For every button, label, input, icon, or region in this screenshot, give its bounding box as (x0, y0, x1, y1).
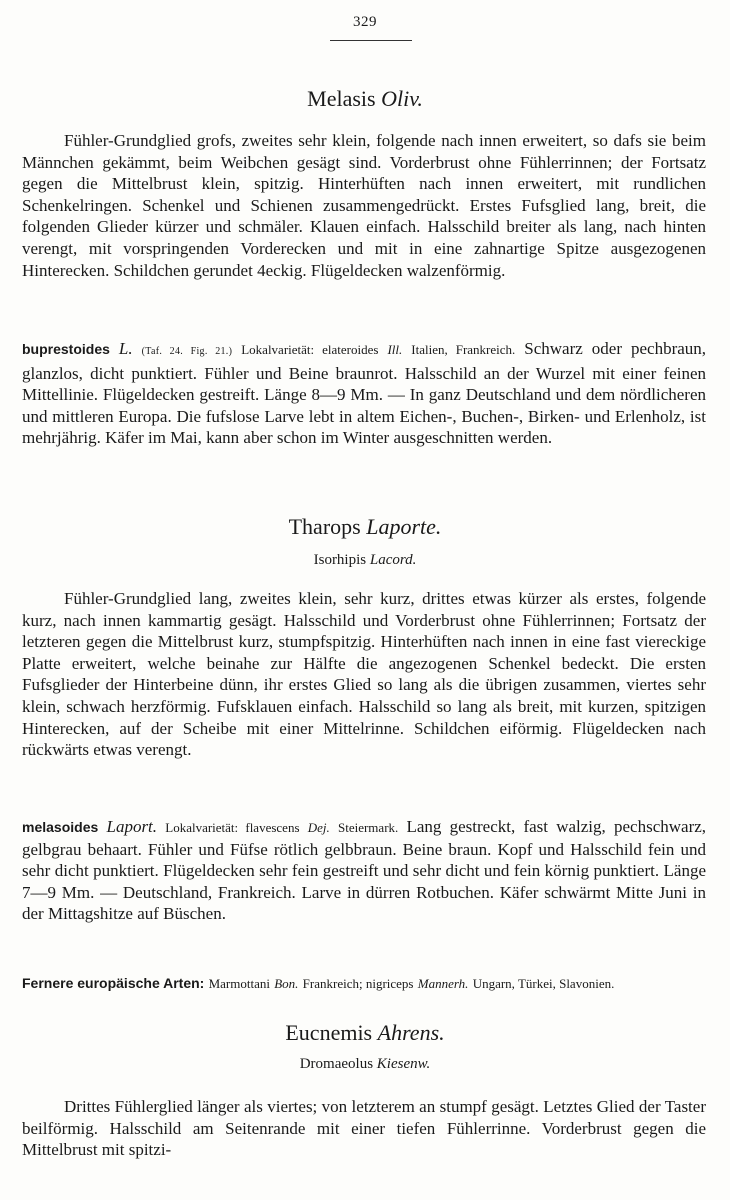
genus-synonym-eucnemis (0, 1056, 730, 1073)
other-species-1-region: Frankreich; nigriceps (302, 976, 414, 991)
variety-author: Dej. (307, 820, 330, 835)
synonym-name: Dromaeolus (299, 1056, 374, 1072)
variety-region: Italien, Frankreich. (411, 342, 516, 357)
species-text: Schwarz oder pechbraun, glanzlos, dicht punktiert. Fühler und Beine braunrot. Halsschild an der Wurzel mit einer feinen Mittellinie. Flügeldecken gestreift. Länge 8—9 Mm. — In ganz Deutschland und dem nördlicheren und mittleren Europa. Die fufslose Larve lebt in altem Eichen-, Buchen-, Birken- und Erlenholz, ist mehrjährig. Käfer im Mai, kann aber schon im Winter ausgeschnitten werden. (22, 339, 707, 448)
other-species-label: Fernere europäische Arten: (22, 975, 205, 991)
species-author: Laport. (106, 817, 158, 836)
variety-prefix: Lokalvarietät: elateroides (241, 342, 379, 357)
genus-heading-eucnemis (0, 1020, 730, 1046)
variety-prefix: Lokalvarietät: flavescens (165, 820, 300, 835)
species-author: L. (118, 339, 133, 358)
genus-description-tharops: Fühler-Grundglied lang, zweites klein, sehr kurz, drittes etwas kürzer als erstes, folgende kurz, nach innen kammartig gesägt. Halsschild und Vorderbrust ohne Fühlerrinnen; Fortsatz der letzteren gegen die Mittelbrust kurz, stumpfspitzig. Hinterhüften nach innen in eine fast viereckige Platte erweitert, welche beinahe zur Hälfte die angezogenen Schenkel bedeckt. Die ersten Fufsglieder der Hinterbeine dünn, ihr erstes Glied so lang als die übrigen zusammen, viertes sehr klein, schwach herzförmig. Fufsklauen einfach. Halsschild so lang als breit, mit kurzen, spitzigen Hinterecken, auf der Scheibe mit einer Mittelrinne. Schildchen eiförmig. Flügeldecken nach rückwärts etwas verengt. (22, 589, 706, 760)
genus-author: Oliv. (381, 86, 423, 111)
synonym-name: Isorhipis (313, 552, 367, 568)
genus-description-eucnemis: Drittes Fühlerglied länger als viertes; von letzterem an stumpf gesägt. Letztes Glied der Taster beilförmig. Halsschild am Seitenrande mit einer tiefen Fühlerrinne. Vorderbrust gegen die Mittelbrust mit spitzi- (22, 1097, 706, 1160)
species-name: buprestoides (22, 341, 110, 357)
species-entry-buprestoides (22, 338, 706, 449)
genus-heading-tharops (0, 514, 730, 540)
synonym-author: Kiesenw. (376, 1056, 431, 1072)
other-species-1-author: Bon. (274, 976, 299, 991)
synonym-author: Lacord. (369, 552, 417, 568)
species-name: melasoides (22, 819, 99, 835)
variety-author: Ill. (387, 342, 403, 357)
species-text: Lang gestreckt, fast walzig, pechschwarz, gelbgrau behaart. Fühler und Füfse rötlich gelbbraun. Beine braun. Kopf und Halsschild fein und sehr dicht punktiert. Flügeldecken sehr fein gestreift und sehr dicht und fein körnig punktiert. Länge 7—9 Mm. — Deutschland, Frankreich. Larve in dürren Rotbuchen. Käfer schwärmt Mitte Juni in der Mittagshitze auf Büschen. (22, 817, 707, 924)
genus-author: Laporte. (366, 514, 442, 539)
other-species-1: Marmottani (208, 976, 270, 991)
genus-name: Tharops (288, 514, 361, 539)
plate-reference: (Taf. 24. Fig. 21.) (141, 346, 233, 357)
genus-synonym-tharops (0, 552, 730, 569)
variety-region: Steiermark. (337, 820, 399, 835)
species-entry-melasoides (22, 816, 706, 925)
genus-author: Ahrens. (377, 1020, 445, 1045)
other-species-2-author: Mannerh. (417, 976, 469, 991)
header-rule (330, 40, 412, 41)
genus-name: Eucnemis (285, 1020, 373, 1045)
genus-name: Melasis (307, 86, 376, 111)
page-number: 329 (353, 14, 377, 30)
other-european-species (22, 972, 706, 995)
genus-heading-melasis (0, 86, 730, 112)
genus-description-melasis: Fühler-Grundglied grofs, zweites sehr klein, folgende nach innen erweitert, so dafs sie beim Männchen gekämmt, beim Weibchen gesägt sind. Vorderbrust ohne Fühlerrinnen; der Fortsatz gegen die Mittelbrust klein, spitzig. Hinterhüften nach innen erweitert, mit rundlichen Schenkelringen. Schenkel und Schienen zusammengedrückt. Erstes Fufsglied lang, breit, die folgenden Glieder kürzer und schmäler. Klauen einfach. Halsschild breiter als lang, nach hinten verengt, mit vorspringenden Vorderecken und mit in eine zahnartige Spitze ausgezogenen Hinterecken. Schildchen gerundet 4eckig. Flügeldecken walzenförmig. (22, 131, 706, 280)
other-species-2-region: Ungarn, Türkei, Slavonien. (472, 976, 615, 991)
